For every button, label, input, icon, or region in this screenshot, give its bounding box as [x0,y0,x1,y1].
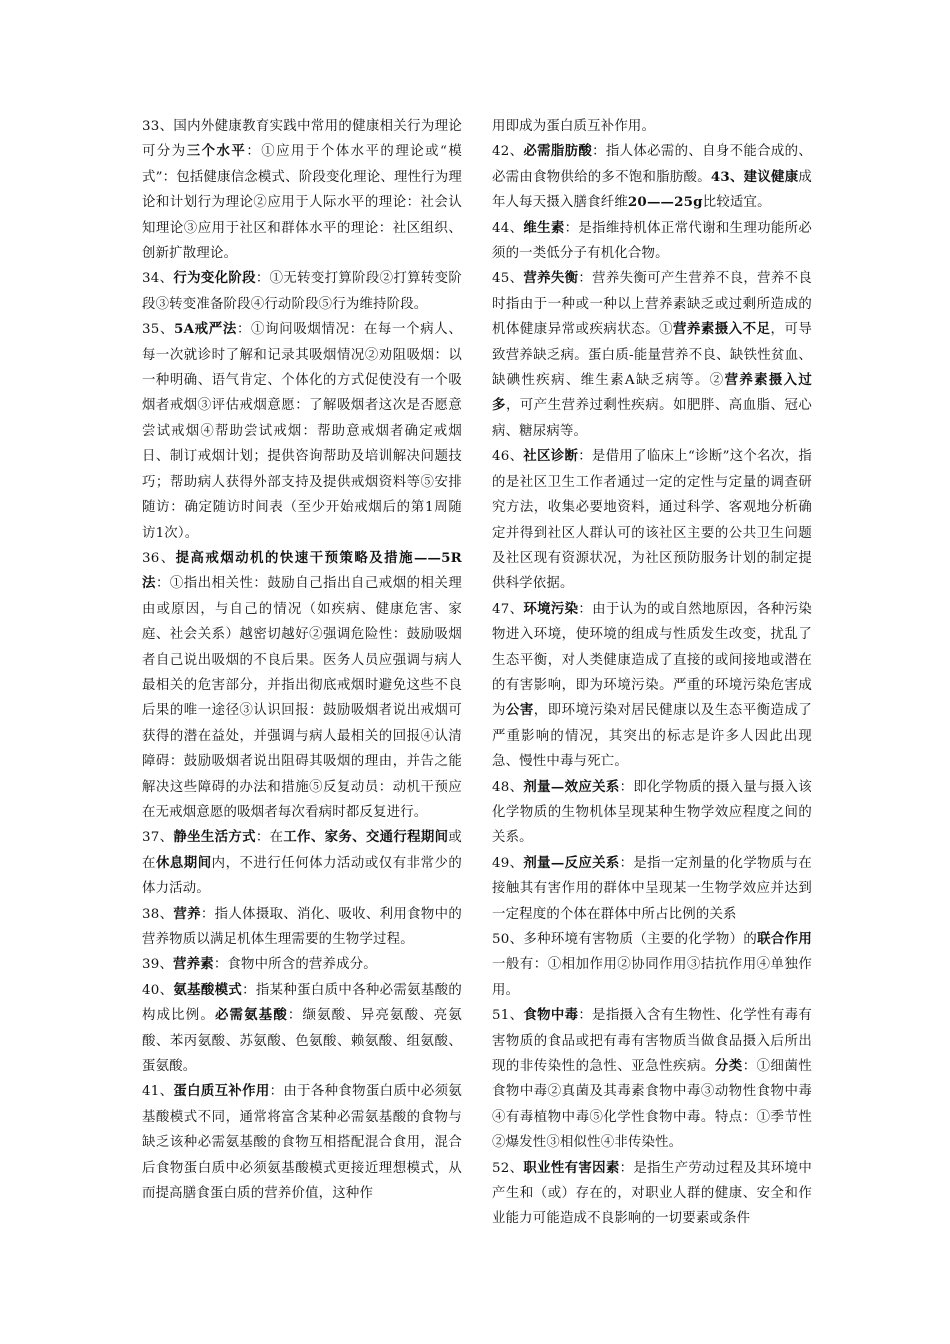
text-run: ：指人体摄取、消化、吸收、利用食物中的营养物质以满足机体生理需要的生物学过程。 [142,906,462,947]
text-run: 44、 [492,220,524,236]
text-run: ，可产生营养过剩性疾病。如肥胖、高血脂、冠心病、糖尿病等。 [492,398,812,439]
text-run: 成年人每天摄入膳食纤维 [492,169,812,211]
paragraph [142,1079,462,1206]
text-run: ：指人体必需的、自身不能合成的、必需由食物供给的多不饱和脂肪酸。 [492,144,813,185]
text-run: ：是借用了临床上“诊断”这个名次，指的是社区卫生工作者通过一定的定性与定量的调查研究方法，收集必要地资料，通过科学、客观地分析确定并得到社区人群认可的该社区主要的公共卫生问题及社区现有资源状况，为社区预防服务计划的制定提供科学依据。 [492,449,812,592]
text-run: 36、 [142,550,176,566]
text-run: 内，不进行任何体力活动或仅有非常少的体力活动。 [142,855,462,897]
bold-term: 联合作用 [757,931,812,947]
text-run: ，可导致营养缺乏病。蛋白质-能量营养不良、缺铁性贫血、缺碘性疾病、维生素A缺乏病等。② [492,322,812,389]
paragraph [492,266,812,444]
paragraph [492,597,812,775]
text-run: 45、 [492,271,524,287]
text-run: ：营养失衡可产生营养不良，营养不良时指由于一种或一种以上营养素缺乏或过剩所造成的机体健康异常或疾病状态。① [492,271,812,338]
text-run: 41、 [142,1084,174,1100]
text-run: 35、 [142,322,175,338]
bold-term: 分类 [714,1058,743,1075]
text-run: ：指某种蛋白质中各种必需氨基酸的构成比例。 [142,982,463,1024]
bold-term: 工作、家务、交通行程期间 [283,829,449,846]
paragraph [142,317,462,546]
bold-term: 行为变化阶段 [173,270,256,287]
paragraph [492,1156,812,1232]
paragraph [142,952,462,977]
paragraph [492,114,812,139]
paragraph [492,851,812,927]
paragraph [492,444,812,596]
bold-term: 社区诊断 [523,448,579,465]
text-run: 比较适宜。 [702,195,771,211]
bold-term: 必需氨基酸 [214,1007,288,1024]
bold-term: 43、建议健康 [710,168,799,185]
text-run: 51、 [492,1008,524,1024]
paragraph [142,978,462,1080]
text-run: 47、 [492,601,524,617]
bold-term: 5A戒严法 [174,321,237,338]
bold-term: 三个水平 [186,143,247,160]
text-run: 52、 [492,1160,524,1176]
text-run: ：①无转变打算阶段②打算转变阶段③转变准备阶段④行动阶段⑤行为维持阶段。 [142,271,463,312]
text-run: 42、 [492,144,524,160]
bold-term: 氨基酸模式 [173,981,243,998]
text-run: ：由于各种食物蛋白质中必须氨基酸模式不同，通常将富含某种必需氨基酸的食物与缺乏该种必需氨基酸的食物互相搭配混合食用，混合后食物蛋白质中必须氨基酸模式更接近理想模式，从而提高膳食蛋白质的营养价值，这种作 [142,1084,462,1202]
paragraph [142,825,462,901]
text-run: 49、 [492,855,524,871]
text-run: 50、多种环境有害物质（主要的化学物）的 [492,932,758,947]
text-run: 40、 [142,982,174,998]
paragraph [492,139,812,215]
text-run: ：是指生产劳动过程及其环境中产生和（或）存在的，对职业人群的健康、安全和作业能力可能造成不良影响的一切要素或条件 [492,1160,812,1227]
text-run: 37、 [142,830,174,846]
text-run: ：在 [255,830,284,846]
text-run: 或在 [142,830,463,871]
text-run: ：食物中所含的营养成分。 [213,957,377,973]
text-run: 34、 [142,271,174,287]
bold-term: 剂量—反应关系 [523,854,620,871]
bold-term: 必需脂肪酸 [523,143,593,160]
text-run: 48、 [492,779,524,795]
text-run: 用即成为蛋白质互补作用。 [492,119,656,134]
text-run: ：①询问吸烟情况：在每一个病人、每一次就诊时了解和记录其吸烟情况②劝阻吸烟：以一种明确、语气肯定、个体化的方式促使没有一个吸烟者戒烟③评估戒烟意愿：了解吸烟者这次是否愿意尝试戒烟④帮助尝试戒烟：帮助意戒烟者确定戒烟日、制订戒烟计划；提供咨询帮助及培训解决问题技巧；帮助病人获得外部支持及提供戒烟资料等⑤安排随访：确定随访时间表（至少开始戒烟后的第1周随访1次）。 [142,322,462,541]
text-run: 33、国内外健康教育实践中常用的健康相关行为理论可分为 [142,119,462,160]
bold-term: 营养素摄入过多 [492,372,812,414]
bold-term: 维生素 [523,219,565,236]
bold-term: 休息期间 [155,854,212,871]
paragraph [492,1003,812,1155]
text-run: ：缬氨酸、异亮氨酸、亮氨酸、苯丙氨酸、苏氨酸、色氨酸、赖氨酸、组氨酸、蛋氨酸。 [142,1008,462,1075]
left-column [142,114,462,1206]
bold-term: 20——25g [627,194,703,211]
text-run: ，即环境污染对居民健康以及生态平衡造成了严重影响的情况，其突出的标志是许多人因此出现急、慢性中毒与死亡。 [492,703,813,770]
text-run: ：①指出相关性：鼓励自己指出自己戒烟的相关理由或原因，与自己的情况（如疾病、健康危害、家庭、社会关系）越密切越好②强调危险性：鼓励吸烟者自己说出吸烟的不良后果。医务人员应强调与病人最相关的危害部分，并指出彻底戒烟时避免这些不良后果的唯一途径③认识回报：鼓励吸烟者说出戒烟可获得的潜在益处，并强调与病人最相关的回报④认清障碍：鼓励吸烟者说出阻碍其吸烟的理由，并告之能解决这些障碍的办法和措施⑤反复动员：动机干预应在无戒烟意愿的吸烟者每次看病时都反复进行。 [142,576,462,820]
text-run: ：是指一定剂量的化学物质与在接触其有害作用的群体中呈现某一生物学效应并达到一定程度的个体在群体中所占比例的关系 [492,855,812,922]
paragraph [492,927,812,1003]
paragraph [142,902,462,953]
bold-term: 公害 [505,702,534,719]
text-run: ：由于认为的或自然地原因，各种污染物进入环境，使环境的组成与性质发生改变，扰乱了生态平衡，对人类健康造成了直接的或间接地或潜在的有害影响，即为环境污染。严重的环境污染危害成为 [492,601,812,719]
bold-term: 环境污染 [523,600,579,617]
bold-term: 食物中毒 [523,1007,579,1024]
text-run: ：是指摄入含有生物性、化学性有毒有害物质的食品或把有毒有害物质当做食品摄入后所出现的非传染性的急性、亚急性疾病。 [492,1008,812,1075]
text-run: 38、 [142,906,174,922]
text-run: ：即化学物质的摄入量与摄入该化学物质的生物机体呈现某种生物学效应程度之间的关系。 [492,779,812,846]
bold-term: 营养素摄入不足 [673,321,771,338]
paragraph [492,216,812,267]
bold-term: 提高戒烟动机的快速干预策略及措施——5R法 [142,549,462,592]
bold-term: 静坐生活方式 [173,829,256,846]
bold-term: 营养失衡 [523,270,579,287]
text-run: 39、 [142,957,174,973]
text-run: ：①细菌性食物中毒②真菌及其毒素食物中毒③动物性食物中毒④有毒植物中毒⑤化学性食物中毒。特点：①季节性②爆发性③相似性④非传染性。 [492,1059,813,1151]
text-run: ：①应用于个体水平的理论或“模式”：包括健康信念模式、阶段变化理论、理性行为理论和计划行为理论②应用于人际水平的理论：社会认知理论③应用于社区和群体水平的理论：社区组织、创新扩散理论。 [142,144,462,262]
bold-term: 蛋白质互补作用 [173,1083,270,1100]
text-run: ：是指维持机体正常代谢和生理功能所必须的一类低分子有机化合物。 [492,220,812,262]
paragraph [142,266,462,317]
right-column [492,114,812,1232]
text-run: 一般有：①相加作用②协同作用③拮抗作用④单独作用。 [492,957,812,998]
bold-term: 营养素 [173,956,214,973]
paragraph [142,546,462,825]
paragraph [492,775,812,851]
paragraph [142,114,462,266]
text-run: 46、 [492,449,524,465]
bold-term: 职业性有害因素 [523,1159,620,1176]
bold-term: 营养 [173,905,201,922]
bold-term: 剂量—效应关系 [523,778,620,795]
